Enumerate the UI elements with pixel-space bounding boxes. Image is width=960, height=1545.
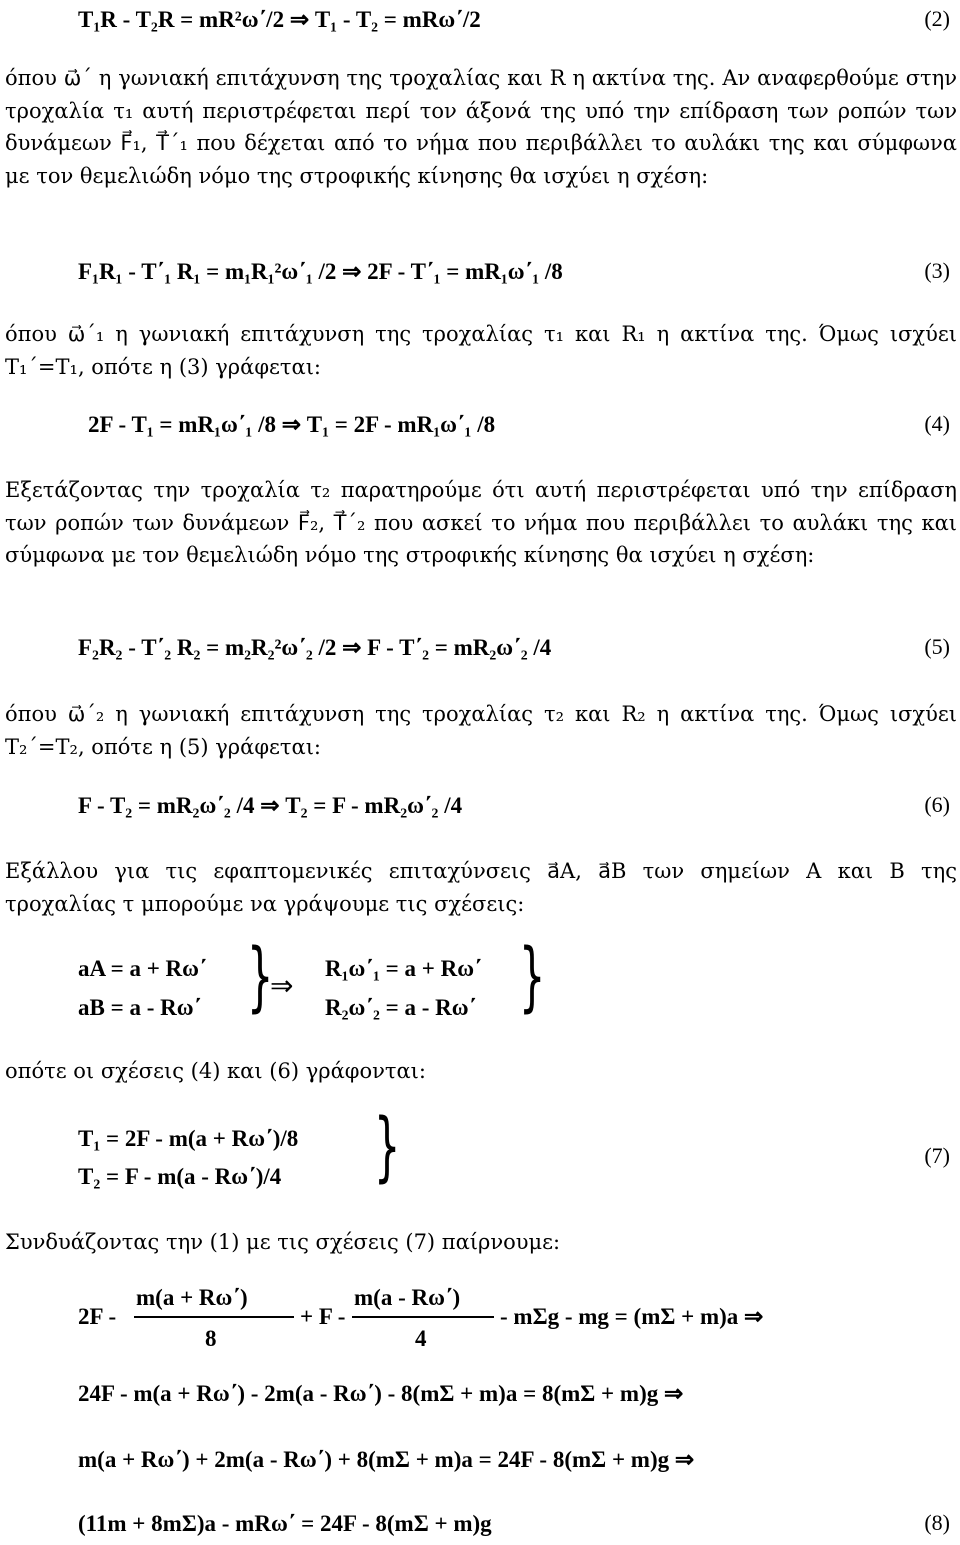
right-brace-icon: } bbox=[373, 1101, 401, 1190]
fraction-2-bar bbox=[352, 1316, 494, 1318]
paragraph-combine: Συνδυάζοντας την (1) με τις σχέσεις (7) παίρνουμε: bbox=[5, 1230, 561, 1254]
relation-R2w2: R₂ω΄₂ = a - Rω΄ bbox=[325, 995, 477, 1020]
equation-2: T₁R - T₂R = mR²ω΄/2 ⇒ T₁ - T₂ = mRω΄/2 bbox=[78, 7, 481, 32]
equation-5: F₂R₂ - T΄₂ R₂ = m₂R₂²ω΄₂ /2 ⇒ F - T΄₂ = mR₂ω΄₂ /4 bbox=[78, 635, 552, 660]
paragraph-angular-acc-2: όπου ω⃗΄₂ η γωνιακή επιτάχυνση της τροχαλίας τ₂ και R₂ η ακτίνα της. Όμως ισχύει T₂΄=T₂, οπότε η (5) γράφεται: bbox=[5, 702, 957, 759]
equation-8-step-2: 24F - m(a + Rω΄) - 2m(a - Rω΄) - 8(mΣ + m)a = 8(mΣ + m)g ⇒ bbox=[78, 1381, 684, 1406]
relation-aB: aB = a - Rω΄ bbox=[78, 995, 202, 1020]
paragraph-angular-acc-1: όπου ω⃗΄₁ η γωνιακή επιτάχυνση της τροχαλίας τ₁ και R₁ η ακτίνα της. Όμως ισχύει T₁΄=T₁, οπότε η (3) γράφεται: bbox=[5, 322, 957, 379]
paragraph-tangential-acc: Εξάλλου για τις εφαπτομενικές επιταχύνσεις a⃗A, a⃗B των σημείων Α και Β της τροχαλίας τ μπορούμε να γράψουμε τις σχέσεις: bbox=[5, 859, 957, 916]
equation-8-step-3: m(a + Rω΄) + 2m(a - Rω΄) + 8(mΣ + m)a = 24F - 8(mΣ + m)g ⇒ bbox=[78, 1447, 695, 1472]
equation-3: F₁R₁ - T΄₁ R₁ = m₁R₁²ω΄₁ /2 ⇒ 2F - T΄₁ = mR₁ω΄₁ /8 bbox=[78, 259, 563, 284]
fraction-2-denominator: 4 bbox=[415, 1326, 427, 1351]
fraction-1-denominator: 8 bbox=[205, 1326, 217, 1351]
equation-7-line-1: T₁ = 2F - m(a + Rω΄)/8 bbox=[78, 1126, 299, 1151]
equation-8: (11m + 8mΣ)a - mRω΄ = 24F - 8(mΣ + m)g bbox=[78, 1511, 492, 1536]
right-brace-icon: } bbox=[246, 931, 274, 1020]
implies-arrow: ⇒ bbox=[270, 971, 294, 1002]
equation-6: F - T₂ = mR₂ω΄₂ /4 ⇒ T₂ = F - mR₂ω΄₂ /4 bbox=[78, 793, 463, 818]
eq8a-prefix: 2F - bbox=[78, 1304, 117, 1329]
paragraph-pulley-2: Εξετάζοντας την τροχαλία τ₂ παρατηρούμε ότι αυτή περιστρέφεται υπό την επίδραση των ροπών των δυνάμεων F⃗₂, T⃗΄₂ που ασκεί το νήμα που περιβάλλει το αυλάκι της και σύμφωνα με τον θεμελιώδη νόμο της στροφικής κίνησης θα ισχύει η σχέση: bbox=[5, 478, 957, 567]
fraction-1-bar bbox=[134, 1316, 294, 1318]
relation-R1w1: R₁ω΄₁ = a + Rω΄ bbox=[325, 956, 482, 981]
paragraph-rewrite: οπότε οι σχέσεις (4) και (6) γράφονται: bbox=[5, 1059, 426, 1083]
eq8a-suffix: - mΣg - mg = (mΣ + m)a ⇒ bbox=[500, 1304, 764, 1329]
equation-4-number: (4) bbox=[924, 411, 950, 436]
paragraph-pulley-1: όπου ω⃗΄ η γωνιακή επιτάχυνση της τροχαλίας και R η ακτίνα της. Αν αναφερθούμε στην τροχαλία τ₁ αυτή περιστρέφεται περί τον άξονά της υπό την επίδραση των ροπών των δυνάμεων F⃗₁, T⃗΄₁ που δέχεται από το νήμα που περιβάλλει το αυλάκι της και σύμφωνα με τον θεμελιώδη νόμο της στροφικής κίνησης θα ισχύει η σχέση: bbox=[5, 66, 957, 188]
equation-3-number: (3) bbox=[924, 258, 950, 283]
eq8a-middle: + F - bbox=[300, 1304, 346, 1329]
equation-7-number: (7) bbox=[924, 1143, 950, 1168]
equation-2-number: (2) bbox=[924, 6, 950, 31]
fraction-1-numerator: m(a + Rω΄) bbox=[136, 1285, 248, 1310]
equation-7-line-2: T₂ = F - m(a - Rω΄)/4 bbox=[78, 1164, 282, 1189]
equation-4: 2F - T₁ = mR₁ω΄₁ /8 ⇒ T₁ = 2F - mR₁ω΄₁ /8 bbox=[88, 412, 496, 437]
fraction-2-numerator: m(a - Rω΄) bbox=[354, 1285, 461, 1310]
relation-aA: aA = a + Rω΄ bbox=[78, 956, 207, 981]
equation-8-number: (8) bbox=[924, 1510, 950, 1535]
equation-6-number: (6) bbox=[924, 792, 950, 817]
right-brace-icon: } bbox=[518, 931, 546, 1020]
equation-5-number: (5) bbox=[924, 634, 950, 659]
